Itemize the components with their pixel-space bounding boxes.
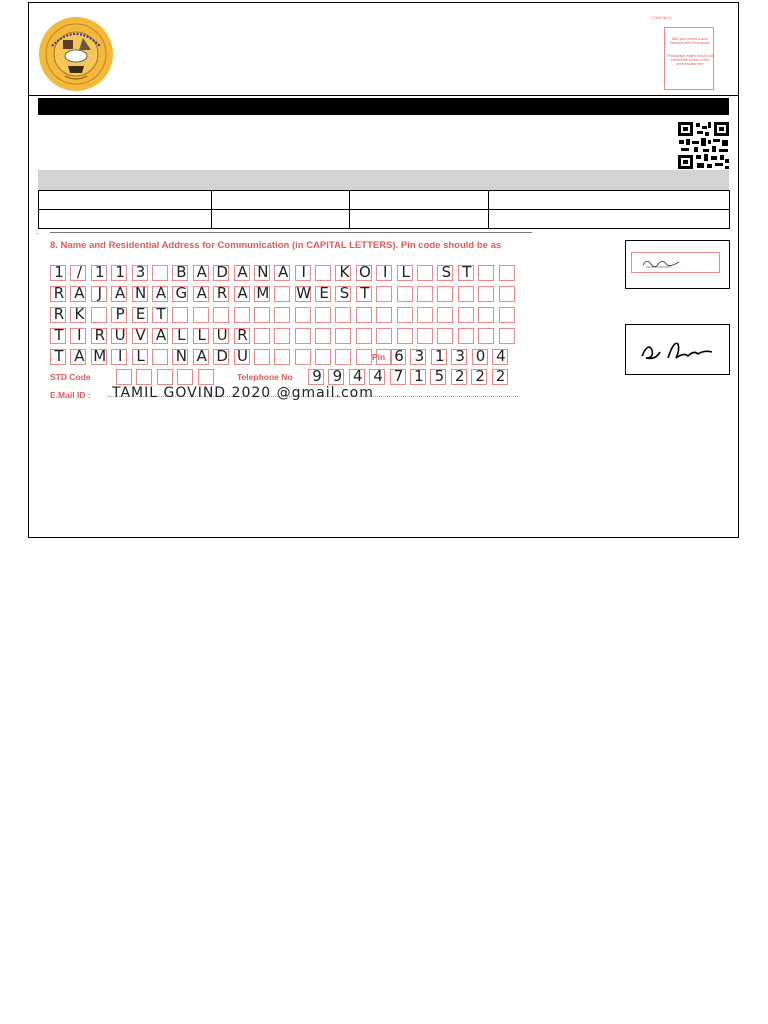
handwritten-character: T xyxy=(54,347,64,365)
handwritten-character: E xyxy=(319,284,329,302)
character-box xyxy=(111,265,127,281)
table-cell xyxy=(39,210,212,229)
character-box xyxy=(132,349,148,365)
address-line-3 xyxy=(50,307,519,323)
character-box xyxy=(458,265,474,281)
character-box xyxy=(274,265,290,281)
handwritten-character: G xyxy=(175,284,188,302)
handwritten-signature-icon xyxy=(638,336,718,366)
character-box xyxy=(335,265,351,281)
table-cell xyxy=(350,191,489,210)
character-box xyxy=(390,349,406,365)
form-header xyxy=(28,2,739,96)
character-box xyxy=(132,265,148,281)
qr-code-icon xyxy=(677,121,730,170)
details-header-bar xyxy=(38,170,729,190)
handwritten-character: K xyxy=(339,263,350,281)
character-box xyxy=(458,328,474,344)
character-box xyxy=(254,349,270,365)
character-box xyxy=(376,328,392,344)
photo-edge-note: Photograph edges should not exceed the portion of the area shaded here xyxy=(667,54,713,66)
character-box xyxy=(397,286,413,302)
handwritten-character: A xyxy=(278,263,289,281)
handwritten-character: 1 xyxy=(54,263,64,281)
character-box xyxy=(91,328,107,344)
photo-placeholder xyxy=(664,27,714,90)
handwritten-character: E xyxy=(135,305,146,323)
character-box xyxy=(50,265,66,281)
handwritten-character: U xyxy=(237,347,248,365)
handwritten-character: 7 xyxy=(393,367,404,385)
character-box xyxy=(111,349,127,365)
address-scan xyxy=(38,236,532,406)
handwritten-character: T xyxy=(462,263,472,281)
handwritten-character: W xyxy=(296,284,312,302)
handwritten-character: 1 xyxy=(435,347,445,365)
character-box xyxy=(478,307,494,323)
handwritten-signature-icon xyxy=(641,256,681,270)
character-box xyxy=(376,286,392,302)
address-heading: 8. Name and Residential Address for Communication (in CAPITAL LETTERS). Pin code should be as xyxy=(50,240,502,251)
character-box xyxy=(172,328,188,344)
character-box xyxy=(349,369,365,385)
character-box xyxy=(50,307,66,323)
address-line-5 xyxy=(50,349,397,365)
character-box xyxy=(499,328,515,344)
handwritten-character: N xyxy=(175,347,187,365)
table-row xyxy=(39,210,730,229)
character-box xyxy=(356,307,372,323)
handwritten-character: R xyxy=(94,326,105,344)
character-box xyxy=(193,307,209,323)
handwritten-character: M xyxy=(93,347,107,365)
character-box xyxy=(172,349,188,365)
character-box xyxy=(177,369,193,385)
character-box xyxy=(111,286,127,302)
handwritten-character: 9 xyxy=(312,367,322,385)
character-box xyxy=(295,307,311,323)
handwritten-character: N xyxy=(257,263,269,281)
character-box xyxy=(315,349,331,365)
character-box xyxy=(478,286,494,302)
character-box xyxy=(295,286,311,302)
handwritten-character: A xyxy=(237,263,248,281)
character-box xyxy=(70,286,86,302)
character-box xyxy=(471,369,487,385)
character-box xyxy=(91,286,107,302)
character-box xyxy=(356,286,372,302)
email-label: E.Mail ID : xyxy=(50,390,91,400)
character-box xyxy=(70,349,86,365)
character-box xyxy=(70,328,86,344)
telephone-label: Telephone No xyxy=(237,372,293,382)
handwritten-character: L xyxy=(197,326,206,344)
handwritten-character: 6 xyxy=(394,347,404,365)
character-box xyxy=(152,349,168,365)
handwritten-character: L xyxy=(136,347,145,365)
handwritten-character: 4 xyxy=(353,367,363,385)
character-box xyxy=(213,265,229,281)
character-box xyxy=(213,328,229,344)
details-table xyxy=(38,190,730,229)
handwritten-character: 9 xyxy=(332,367,343,385)
character-box xyxy=(376,307,392,323)
handwritten-character: R xyxy=(216,284,228,302)
margin-mark: - xyxy=(36,229,39,238)
handwritten-character: / xyxy=(76,263,82,281)
handwritten-character: A xyxy=(196,347,207,365)
character-box xyxy=(50,286,66,302)
handwritten-character: A xyxy=(155,284,167,302)
character-box xyxy=(295,349,311,365)
character-box xyxy=(458,286,474,302)
table-cell xyxy=(489,191,730,210)
handwritten-character: I xyxy=(77,326,82,344)
email-value: TAMIL GOVIND 2020 @gmail.com xyxy=(112,385,374,401)
handwritten-character: 3 xyxy=(455,347,465,365)
character-box xyxy=(430,369,446,385)
handwritten-character: I xyxy=(383,263,388,281)
character-box xyxy=(417,265,433,281)
character-box xyxy=(213,307,229,323)
character-box xyxy=(369,369,385,385)
handwritten-character: V xyxy=(135,326,146,344)
character-box xyxy=(335,349,351,365)
character-box xyxy=(172,265,188,281)
character-box xyxy=(234,286,250,302)
character-box xyxy=(315,265,331,281)
handwritten-character: 1 xyxy=(115,263,125,281)
character-box xyxy=(274,286,290,302)
section-divider xyxy=(50,232,532,233)
character-box xyxy=(431,349,447,365)
handwritten-character: R xyxy=(53,284,65,302)
character-box xyxy=(152,286,168,302)
handwritten-character: K xyxy=(74,305,85,323)
handwritten-character: B xyxy=(176,263,187,281)
character-box xyxy=(91,307,107,323)
character-box xyxy=(116,369,132,385)
character-box xyxy=(70,307,86,323)
character-box xyxy=(417,328,433,344)
handwritten-character: L xyxy=(177,326,186,344)
character-box xyxy=(50,328,66,344)
character-box xyxy=(193,349,209,365)
character-box xyxy=(111,307,127,323)
handwritten-character: I xyxy=(301,263,306,281)
signature-frame xyxy=(631,252,720,273)
character-box xyxy=(172,286,188,302)
signature-box-parent xyxy=(625,324,730,375)
character-box xyxy=(410,369,426,385)
character-box xyxy=(274,328,290,344)
handwritten-character: N xyxy=(134,284,147,302)
telephone-boxes xyxy=(308,369,512,385)
character-box xyxy=(315,328,331,344)
character-box xyxy=(254,286,270,302)
character-box xyxy=(417,307,433,323)
handwritten-character: U xyxy=(216,326,228,344)
handwritten-character: T xyxy=(54,326,64,344)
character-box xyxy=(397,265,413,281)
character-box xyxy=(356,265,372,281)
address-line-1 xyxy=(50,265,519,281)
character-box xyxy=(91,349,107,365)
character-box xyxy=(234,307,250,323)
handwritten-character: A xyxy=(237,284,248,302)
character-box xyxy=(328,369,344,385)
address-line-4 xyxy=(50,328,519,344)
character-box xyxy=(132,307,148,323)
handwritten-character: S xyxy=(339,284,350,302)
section-title-bar xyxy=(38,98,729,115)
handwritten-character: 2 xyxy=(495,367,506,385)
character-box xyxy=(132,286,148,302)
handwritten-character: R xyxy=(237,326,248,344)
university-seal-icon xyxy=(38,16,114,92)
character-box xyxy=(91,265,107,281)
character-box xyxy=(50,349,66,365)
character-box xyxy=(254,307,270,323)
std-code-label: STD Code xyxy=(50,372,91,382)
character-box xyxy=(193,265,209,281)
handwritten-character: M xyxy=(256,284,270,302)
character-box xyxy=(458,307,474,323)
character-box xyxy=(295,265,311,281)
character-box xyxy=(254,328,270,344)
handwritten-character: 5 xyxy=(434,367,445,385)
handwritten-character: 4 xyxy=(496,347,506,365)
handwritten-character: U xyxy=(114,326,126,344)
pin-label: Pin xyxy=(372,352,386,362)
pin-code-boxes xyxy=(390,349,512,365)
character-box xyxy=(234,349,250,365)
handwritten-character: S xyxy=(441,263,452,281)
character-box xyxy=(274,307,290,323)
character-box xyxy=(70,265,86,281)
handwritten-character: 4 xyxy=(373,367,383,385)
character-box xyxy=(451,369,467,385)
handwritten-character: A xyxy=(196,284,207,302)
handwritten-character: 0 xyxy=(475,347,486,365)
handwritten-character: P xyxy=(115,305,125,323)
handwritten-character: 3 xyxy=(135,263,146,281)
handwritten-character: A xyxy=(115,284,126,302)
character-box xyxy=(172,307,188,323)
character-box xyxy=(451,349,467,365)
character-box xyxy=(254,265,270,281)
character-box xyxy=(193,286,209,302)
handwritten-character: A xyxy=(196,263,207,281)
character-box xyxy=(193,328,209,344)
handwritten-character: O xyxy=(358,263,371,281)
character-box xyxy=(152,307,168,323)
table-cell xyxy=(212,191,350,210)
character-box xyxy=(315,286,331,302)
handwritten-character: 1 xyxy=(414,367,424,385)
character-box xyxy=(335,307,351,323)
character-box xyxy=(437,286,453,302)
character-box xyxy=(234,328,250,344)
handwritten-character: 1 xyxy=(95,263,105,281)
photo-instruction: Affix your recent Colour Passport size Photograph xyxy=(669,37,711,45)
character-box xyxy=(417,286,433,302)
character-box xyxy=(397,307,413,323)
handwritten-character: 3 xyxy=(414,347,425,365)
character-box xyxy=(472,349,488,365)
table-cell xyxy=(212,210,350,229)
character-box xyxy=(478,328,494,344)
character-box xyxy=(437,328,453,344)
character-box xyxy=(213,349,229,365)
handwritten-character: T xyxy=(156,305,166,323)
handwritten-character: L xyxy=(401,263,410,281)
character-box xyxy=(335,328,351,344)
character-box xyxy=(478,265,494,281)
table-cell xyxy=(39,191,212,210)
character-box xyxy=(136,369,152,385)
handwritten-character: D xyxy=(216,263,228,281)
character-box xyxy=(157,369,173,385)
character-box xyxy=(335,286,351,302)
character-box xyxy=(308,369,324,385)
form-number: I.Roll No. 1 xyxy=(652,15,672,20)
character-box xyxy=(376,265,392,281)
character-box xyxy=(492,349,508,365)
table-cell xyxy=(350,210,489,229)
character-box xyxy=(234,265,250,281)
table-cell xyxy=(489,210,730,229)
character-box xyxy=(152,328,168,344)
handwritten-character: J xyxy=(97,284,102,302)
handwritten-character: 2 xyxy=(475,367,485,385)
signature-box-candidate xyxy=(625,240,730,289)
character-box xyxy=(410,349,426,365)
character-box xyxy=(356,349,372,365)
character-box xyxy=(356,328,372,344)
std-code-boxes xyxy=(116,369,218,385)
character-box xyxy=(492,369,508,385)
character-box xyxy=(295,328,311,344)
character-box xyxy=(437,265,453,281)
handwritten-character: A xyxy=(74,284,85,302)
handwritten-character: R xyxy=(53,305,65,323)
character-box xyxy=(499,265,515,281)
character-box xyxy=(499,307,515,323)
character-box xyxy=(152,265,168,281)
address-line-2 xyxy=(50,286,519,302)
character-box xyxy=(274,349,290,365)
character-box xyxy=(213,286,229,302)
character-box xyxy=(111,328,127,344)
character-box xyxy=(315,307,331,323)
character-box xyxy=(390,369,406,385)
handwritten-character: T xyxy=(360,284,370,302)
table-row xyxy=(39,191,730,210)
handwritten-character: A xyxy=(74,347,85,365)
character-box xyxy=(132,328,148,344)
handwritten-character: A xyxy=(155,326,167,344)
handwritten-character: D xyxy=(216,347,228,365)
handwritten-character: 2 xyxy=(454,367,465,385)
character-box xyxy=(437,307,453,323)
character-box xyxy=(499,286,515,302)
handwritten-character: I xyxy=(117,347,123,365)
character-box xyxy=(397,328,413,344)
character-box xyxy=(198,369,214,385)
